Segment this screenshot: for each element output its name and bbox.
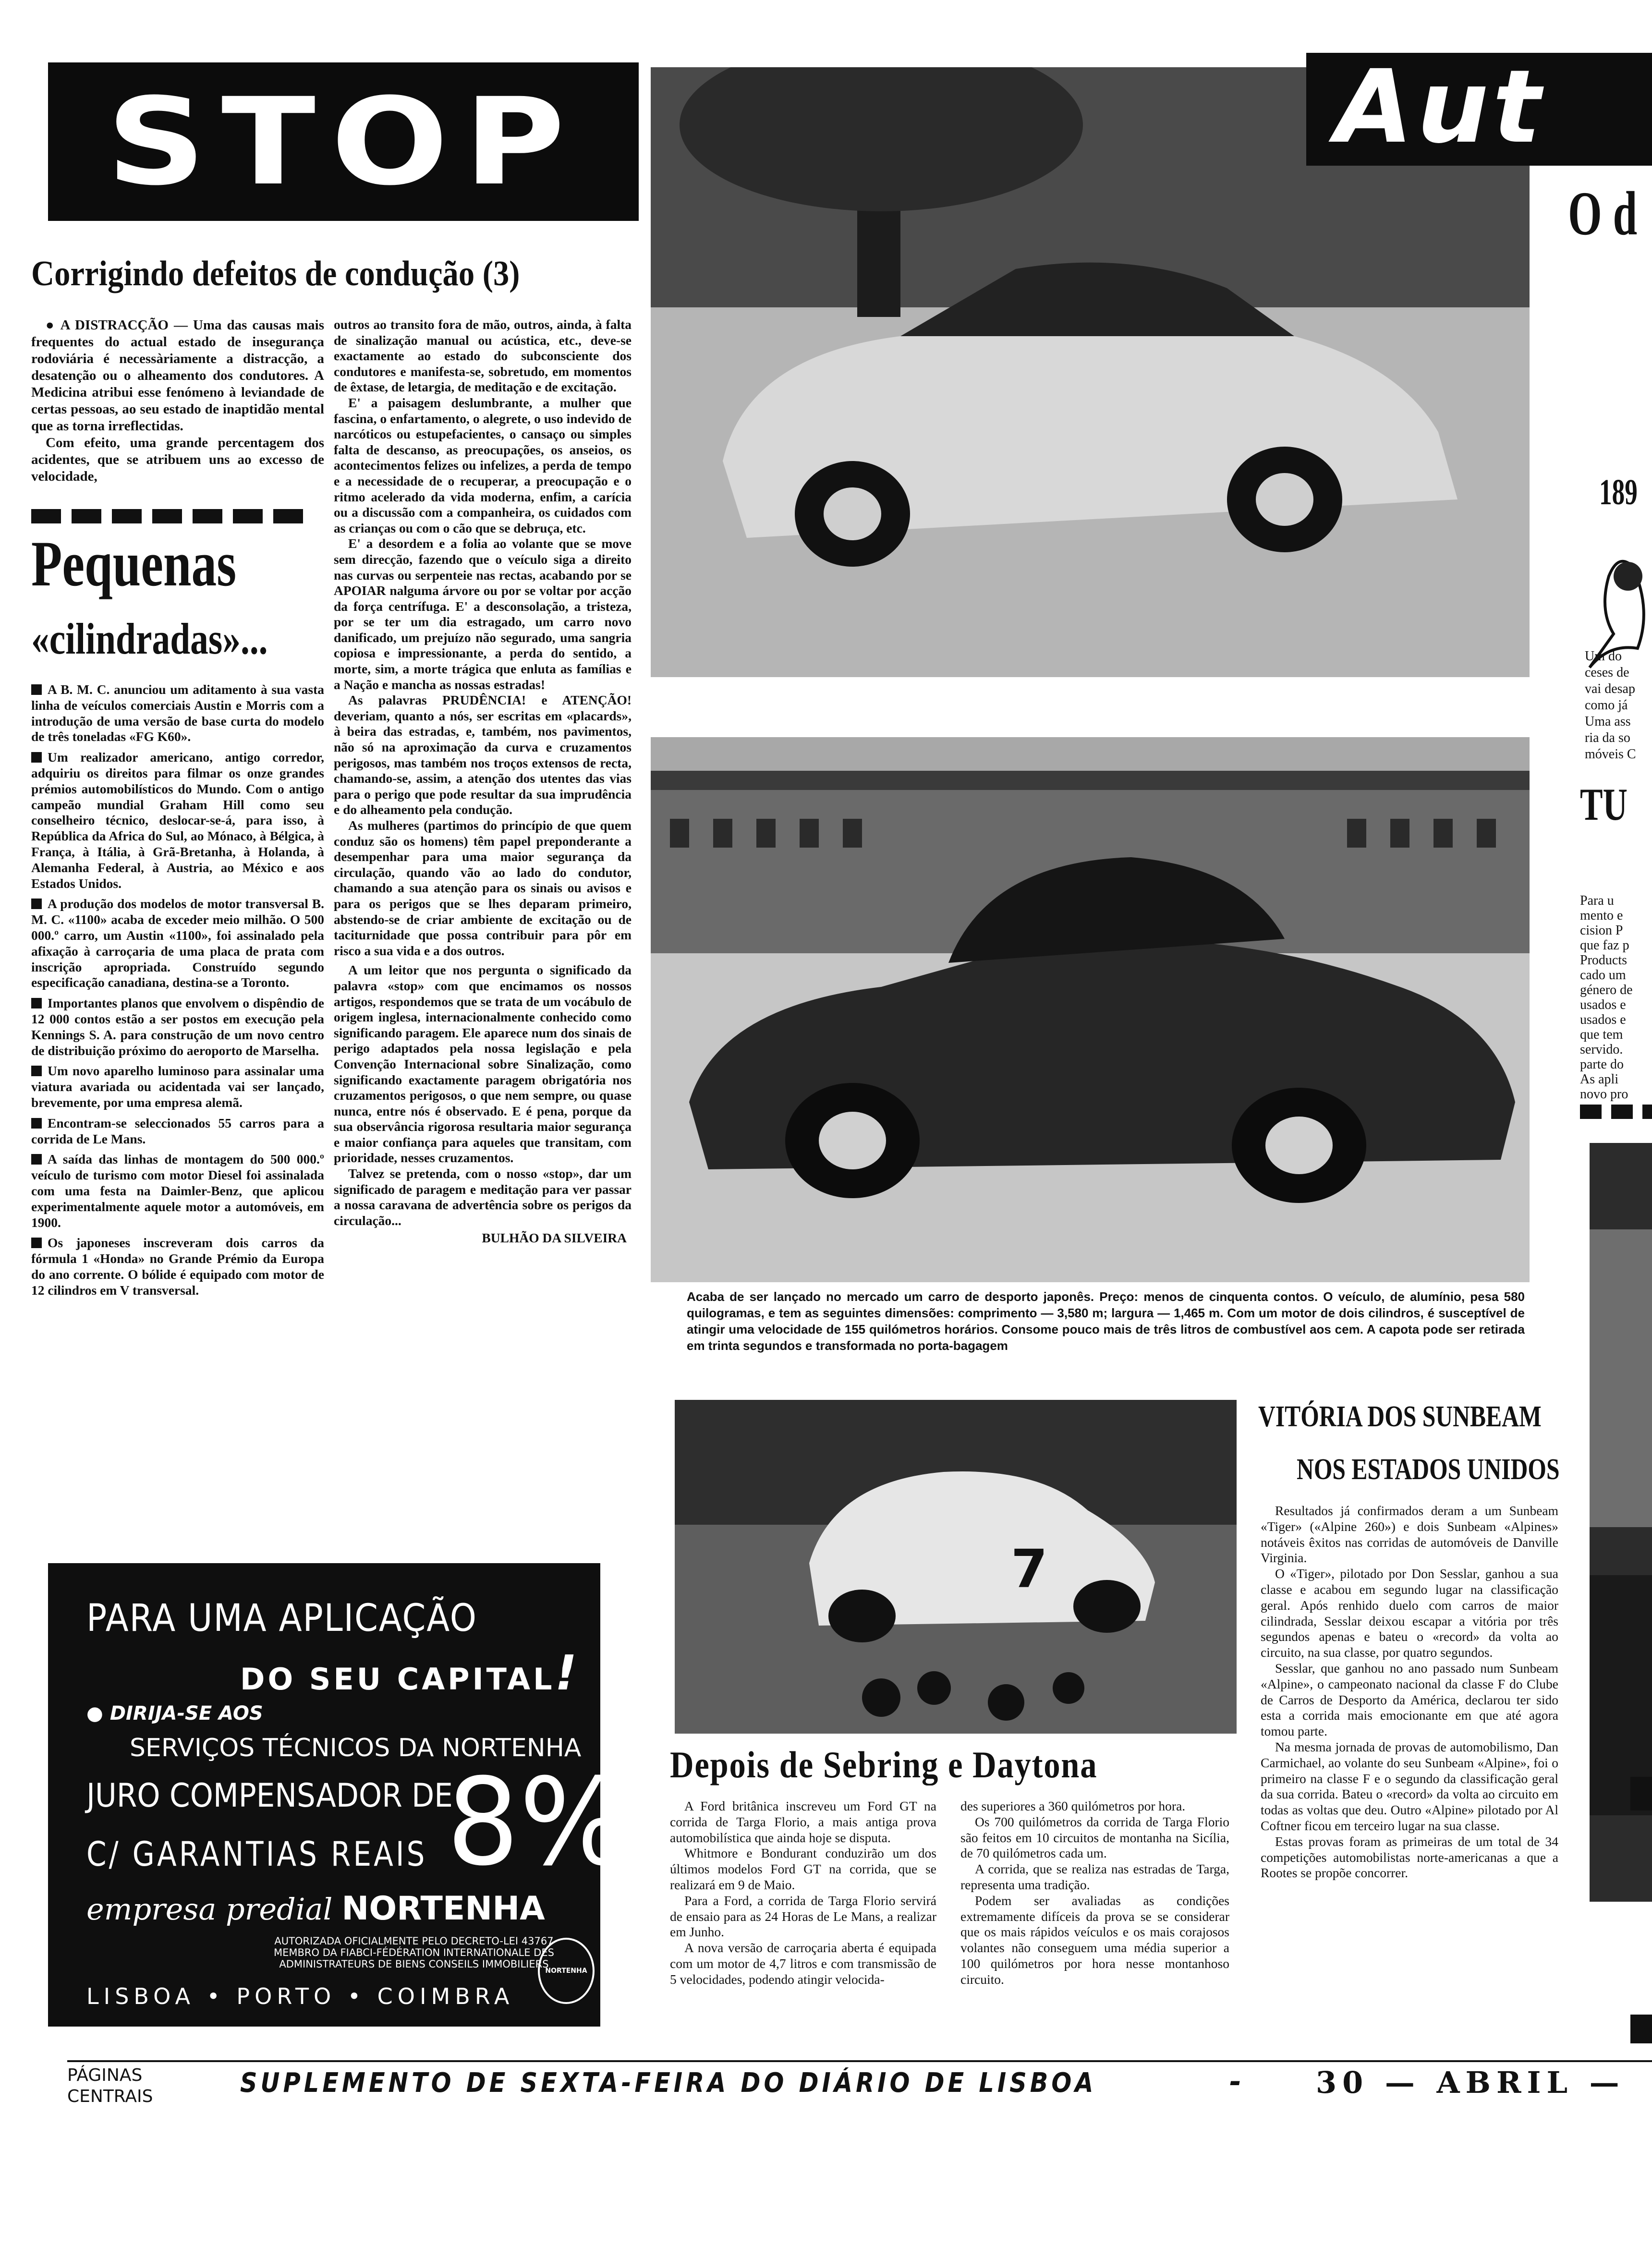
svg-text:7: 7: [1011, 1538, 1048, 1600]
footer-rule: [67, 2060, 1652, 2062]
ad-cities: LISBOA • PORTO • COIMBRA: [86, 1983, 514, 2009]
list-item-text: A saída das linhas de montagem do 500 000.º veículo de turismo com motor Diesel foi assinalada com uma festa na Daimler-Benz, que aplicou experimentalmente aquele motor a automóveis, em 1900.: [31, 1152, 324, 1230]
ad-line3: ● DIRIJA-SE AOS: [86, 1702, 263, 1725]
article3-title: Depois de Sebring e Daytona: [670, 1744, 1098, 1785]
text-fragment: Uma ass: [1585, 714, 1631, 729]
footer-left-line2: CENTRAIS: [67, 2087, 153, 2106]
text-fragment: novo pro: [1580, 1087, 1628, 1102]
right-black-block: [1630, 1777, 1652, 1810]
text-fragment: móveis C: [1585, 747, 1636, 762]
list-item: [31, 750, 324, 891]
list-item-text: Encontram-se seleccionados 55 carros para a corrida de Le Mans.: [31, 1115, 324, 1146]
ad-fine1: AUTORIZADA OFICIALMENTE PELO DECRETO-LEI 43767: [274, 1935, 554, 1947]
list-item: [31, 682, 324, 745]
list-item-text: Um novo aparelho luminoso para assinalar uma viatura avariada ou acidentada vai ser lançado, brevemente, por uma empresa alemã.: [31, 1063, 324, 1110]
ad-seal: [538, 1938, 595, 2004]
ad-fine3: ADMINISTRATEURS DE BIENS CONSEILS IMMOBILIERS: [279, 1958, 549, 1970]
ad-line2-text: DO SEU CAPITAL: [240, 1662, 555, 1697]
article1-title: Corrigindo defeitos de condução (3): [31, 254, 520, 293]
footer-title: SUPLEMENTO DE SEXTA-FEIRA DO DIÁRIO DE LISBOA: [240, 2067, 1097, 2099]
text-fragment: ria da so: [1585, 730, 1630, 745]
footer-dash: -: [1229, 2065, 1241, 2099]
text-fragment: As apli: [1580, 1072, 1619, 1087]
text-fragment: ceses de: [1585, 665, 1629, 680]
article3-paragraph: A nova versão de carroçaria aberta é equipada com um motor de 4,7 litros e com transmissão de 5 velocidades, podendo atingir velocida-: [670, 1940, 936, 1987]
article1-paragraph: As palavras PRUDÊNCIA! e ATENÇÃO! deveriam, quanto a nós, ser escritas em «placards», à beira das estradas, e, também, nos pavimentos, não só na aproximação da curva e cruzamentos perigosos, mas também nos troços extensos de recta, chamando-se, assim, a atenção dos utentes das vias para o perigo que pode resultar da sua imprudência e do alheamento pela condução.: [334, 692, 632, 817]
article1-paragraph: E' a desordem e a folia ao volante que se move sem direcção, fazendo que o veículo siga a direito nas curvas ou serpenteie nas rectas, acabando por se APOIAR nalguma árvore ou por se voltar por acção da força centrífuga. E' a desconsolação, a tristeza, por se ter um dia estragado, um carro novo danificado, um prejuízo não segurado, uma sangria copiosa e impressionante, a perda do sentido, a morte, sim, a morte trágica que enluta as famílias e a Nação e mancha as nossas estradas!: [334, 536, 632, 692]
right-black-block-2: [1630, 2015, 1652, 2043]
text-fragment: usados e: [1580, 1012, 1626, 1027]
right-banner: [1306, 53, 1652, 166]
text-fragment: como já: [1585, 698, 1628, 713]
article4-title-line2: NOS ESTADOS UNIDOS: [1297, 1453, 1560, 1486]
ad-line7b: NORTENHA: [341, 1890, 545, 1928]
text-fragment: Products: [1580, 953, 1627, 968]
article1-paragraph: A um leitor que nos pergunta o significado da palavra «stop» com que encimamos os nossos artigos, respondemos que se trata de um vocábulo de origem inglesa, internacionalmente conhecido como significando paragem. Ele aparece num dos sinais de perigo adaptados pela nossa legislação e pela Convenção Internacional sobre Sinalização, como significando exactamente paragem obrigatória nos cruzamentos perigosos, o que nem sempre, ou quase nunca, entre nós é observado. E é pena, porque da sua observância rigorosa resultaria maior segurança e maior confiança para aqueles que transitam, com prioridade, nesses cruzamentos.: [334, 962, 632, 1166]
list-item-text: Um realizador americano, antigo corredor, adquiriu os direitos para filmar os onze grandes prémios automobilísticos do Mundo. Com o antigo campeão mundial Graham Hill como seu conselheiro técnico, deslocar-se-á, para isso, à República da Africa do Sul, ao Mónaco, à Bélgica, à França, à Itália, à Grã-Bretanha, à Holanda, à Alemanha Federal, à Austria, ao México e aos Estados Unidos.: [31, 750, 324, 891]
text-fragment: usados e: [1580, 997, 1626, 1012]
ad-rate: 8%: [447, 1752, 628, 1892]
article3-paragraph: Para a Ford, a corrida de Targa Florio servirá de ensaio para as 24 Horas de Le Mans, a realizar em Junho.: [670, 1893, 936, 1940]
article1-paragraph: ● A DISTRACÇÃO — Uma das causas mais frequentes do actual estado de insegurança rodoviária é necessàriamente a distracção, a desatenção ou o alheamento dos condutores. A Medicina atribui esse fenómeno à leviandade de certas pessoas, ao seu estado de inaptidão mental que as torna irreflectidas.: [31, 317, 324, 434]
list-item: [31, 1063, 324, 1110]
article1-paragraph: outros ao transito fora de mão, outros, ainda, à falta de sinalização manual ou acústica, etc., deve-se exactamente ao estado do subconsciente dos condutores e manifesta-se, sobretudo, em momentos de êxtase, de letargia, de meditação e de excitação.: [334, 317, 632, 395]
article3-paragraph: Whitmore e Bondurant conduzirão um dos últimos modelos Ford GT na corrida, que se realizará em 9 de Maio.: [670, 1846, 936, 1892]
list-item: [31, 896, 324, 991]
article3-paragraph: A corrida, que se realiza nas estradas de Targa, representa uma tradição.: [960, 1861, 1229, 1892]
article1-paragraph: As mulheres (partimos do princípio de que quem conduz são os homens) têm papel preponderante a desempenhar para uma maior segurança da circulação, quando vão ao lado do condutor, chamando a sua atenção para os sinais ou avisos e para os perigos que se lhes deparam primeiro, abstendo-se de criar ambiente de excitação ou de taciturnidade que possa contribuir para pôr em risco a sua vida e a dos outros.: [334, 818, 632, 958]
right-side-fragments: [1585, 648, 1652, 763]
article1-author: BULHÃO DA SILVEIRA: [482, 1230, 627, 1246]
text-fragment: parte do: [1580, 1057, 1624, 1072]
article3-paragraph: A Ford britânica inscreveu um Ford GT na corrida de Targa Florio, a mais antiga prova automobilística que ainda hoje se disputa.: [670, 1798, 936, 1845]
footer-left-line1: PÁGINAS: [67, 2065, 143, 2085]
article3-paragraph: Podem ser avaliadas as condições extremamente difíceis da prova se se considerar que os mais rápidos veículos e os mais corajosos volantes não conseguem uma média superior a 100 quilómetros por hora nesse montanhoso circuito.: [960, 1893, 1229, 1987]
list-item: [31, 1152, 324, 1230]
photo-caption: Acaba de ser lançado no mercado um carro de desporto japonês. Preço: menos de cinquenta contos. O veículo, de alumínio, pesa 580 quilogramas, e tem as seguintes dimensões: comprimento — 3,580 m; largura — 1,465 m. Com um motor de dois cilindros, é susceptível de atingir uma velocidade de 155 quilómetros horários. Consome pouco mais de três litros de combustível aos cem. A capota pode ser retirada em trinta segundos e transformada no porta-bagagem: [687, 1289, 1525, 1353]
ad-line2: [240, 1645, 580, 1701]
right-date-fragment: 189: [1599, 472, 1638, 512]
text-fragment: cision P: [1580, 923, 1623, 938]
article1-col2: [334, 317, 632, 1246]
list-item-text: A B. M. C. anunciou um aditamento à sua vasta linha de veículos comerciais Austin e Morris com a introdução de uma versão de base curta do modelo de três toneladas «FG K60».: [31, 682, 324, 744]
ad-exclaim: !: [555, 1645, 580, 1701]
text-fragment: Um do: [1585, 649, 1622, 664]
list-item-text: Importantes planos que envolvem o dispêndio de 12 000 contos estão a ser postos em execução pela Kennings S. A. para construção de um novo centro de distribuição próximo do aeroporto de Marselha.: [31, 996, 324, 1058]
car-photo-bottom: [651, 737, 1530, 1282]
ad-fine2: MEMBRO DA FIABCI-FÉDÉRATION INTERNATIONALE DES: [274, 1947, 554, 1958]
ad-line1: PARA UMA APLICAÇÃO: [86, 1597, 477, 1640]
article1-paragraph: Talvez se pretenda, com o nosso «stop», dar um significado de paragem e meditação para ver passar a nossa caravana de advertência sobre os perigos da circulação...: [334, 1166, 632, 1228]
article3-col2: [960, 1798, 1229, 1988]
text-fragment: cado um: [1580, 968, 1626, 983]
text-fragment: que faz p: [1580, 938, 1629, 953]
list-item-text: Os japoneses inscreveram dois carros da fórmula 1 «Honda» no Grande Prémio da Europa do ano corrente. O bólide é equipado com motor de 12 cilindros em V transversal.: [31, 1235, 324, 1298]
text-fragment: vai desap: [1585, 681, 1635, 696]
article4-paragraph: O «Tiger», pilotado por Don Sesslar, ganhou a sua classe e acabou em segundo lugar na classificação geral. Após renhido duelo com carros de maior cilindrada, Sesslar deixou escapar a vitória por três segundos apenas e bateu o «record» da volta ao circuito, na sua classe, por quatro segundos.: [1261, 1566, 1558, 1660]
ad-seal-text: NORTENHA: [545, 1967, 587, 1975]
ad-line4: SERVIÇOS TÉCNICOS DA NORTENHA: [130, 1734, 582, 1762]
text-fragment: mento e: [1580, 908, 1623, 923]
car-photo-bottom-illustration: [651, 737, 1530, 1282]
article2-title-line2: «cilindradas»...: [31, 614, 268, 663]
race-car-photo-illustration: [675, 1400, 1237, 1734]
stop-banner: [48, 62, 639, 221]
footer-date: 30 — ABRIL —: [1316, 2065, 1625, 2100]
ad-line6: C/ GARANTIAS REAIS: [86, 1834, 427, 1874]
list-item: [31, 1116, 324, 1147]
article1-paragraph: Com efeito, uma grande percentagem dos acidentes, que se atribuem uns ao excesso de velocidade,: [31, 435, 324, 484]
list-item: [31, 996, 324, 1058]
list-item-text: A produção dos modelos de motor transversal B. M. C. «1100» acaba de exceder meio milhão. O 500 000.º carro, um Austin «1100», foi assinalado pela afixação à carroçaria de uma placa de prata com inscrição apropriada. Construído segundo especificação canadiana, destina-se a Toronto.: [31, 896, 324, 990]
article3-col1: [670, 1798, 936, 1988]
article4-paragraph: Na mesma jornada de provas de automobilismo, Dan Carmichael, ao volante do seu Sunbeam «Alpine», foi o primeiro na classe F e o segundo da classificação geral da sua corrida. Bateu o «record» da volta ao circuito em todas as voltas que deu. Outro «Alpine» pilotado por Al Coftner ficou em terceiro lugar na sua classe.: [1261, 1739, 1558, 1833]
nortenha-advertisement: [48, 1563, 628, 2027]
footer-left: [67, 2065, 153, 2107]
article4-title-line1: VITÓRIA DOS SUNBEAM: [1258, 1400, 1542, 1433]
right-divider: [1580, 1105, 1652, 1119]
ad-line5: JURO COMPENSADOR DE: [86, 1777, 453, 1815]
right-banner-text: Aut: [1335, 53, 1545, 166]
right-header-fragment: O d: [1568, 179, 1638, 248]
section-divider: [31, 509, 303, 523]
article3-paragraph: des superiores a 360 quilómetros por hora.: [960, 1798, 1186, 1813]
article1-col1: [31, 317, 324, 485]
ad-line7: [86, 1890, 545, 1928]
article3-paragraph: Os 700 quilómetros da corrida de Targa Florio são feitos em 10 circuitos de montanha na Sicília, de 70 quilómetros cada um.: [960, 1814, 1229, 1861]
text-fragment: servido.: [1580, 1042, 1623, 1057]
right-side-fragments-2: [1580, 893, 1652, 1102]
text-fragment: que tem: [1580, 1027, 1623, 1042]
list-item: [31, 1235, 324, 1298]
article4-paragraph: Resultados já confirmados deram a um Sunbeam «Tiger» («Alpine 260») e dois Sunbeam «Alpines» notáveis êxitos nas corridas de automóveis de Danville Virginia.: [1261, 1503, 1558, 1566]
article1-paragraph: E' a paisagem deslumbrante, a mulher que fascina, o enfartamento, o alegrete, o uso indevido de narcóticos ou estupefacientes, o cansaço ou simples falta de descanso, as preocupações, os anseios, os acontecimentos felizes ou infelizes, a perda de tempo e a necessidade de o recuperar, a preocupação e o ritmo acelerado da vida moderna, enfim, a carícia ou a discussão com a companheira, os cuidados com as crianças ou com o cão que se debruça, etc.: [334, 395, 632, 535]
article2-title-line1: Pequenas: [31, 528, 237, 600]
race-car-photo: [675, 1400, 1237, 1734]
text-fragment: Para u: [1580, 893, 1614, 908]
article4-paragraph: Estas provas foram as primeiras de um total de 34 competições automobilistas norte-americanas a que a Rootes se propõe concorrer.: [1261, 1834, 1558, 1881]
article4-paragraph: Sesslar, que ganhou no ano passado num Sunbeam «Alpine», o campeonato nacional da classe F do Clube de Carros de Desporto da América, declarou ter sido esta a corrida mais emocionante em que até agora tomou parte.: [1261, 1660, 1558, 1739]
article2-items: [31, 682, 324, 1298]
stop-banner-text: STOP: [106, 72, 581, 212]
text-fragment: género de: [1580, 983, 1633, 997]
ad-line7a: empresa predial: [86, 1892, 333, 1927]
article4-body: [1261, 1503, 1558, 1881]
ad-fineprint: [274, 1935, 554, 1970]
right-tur-fragment: TU: [1580, 779, 1628, 830]
